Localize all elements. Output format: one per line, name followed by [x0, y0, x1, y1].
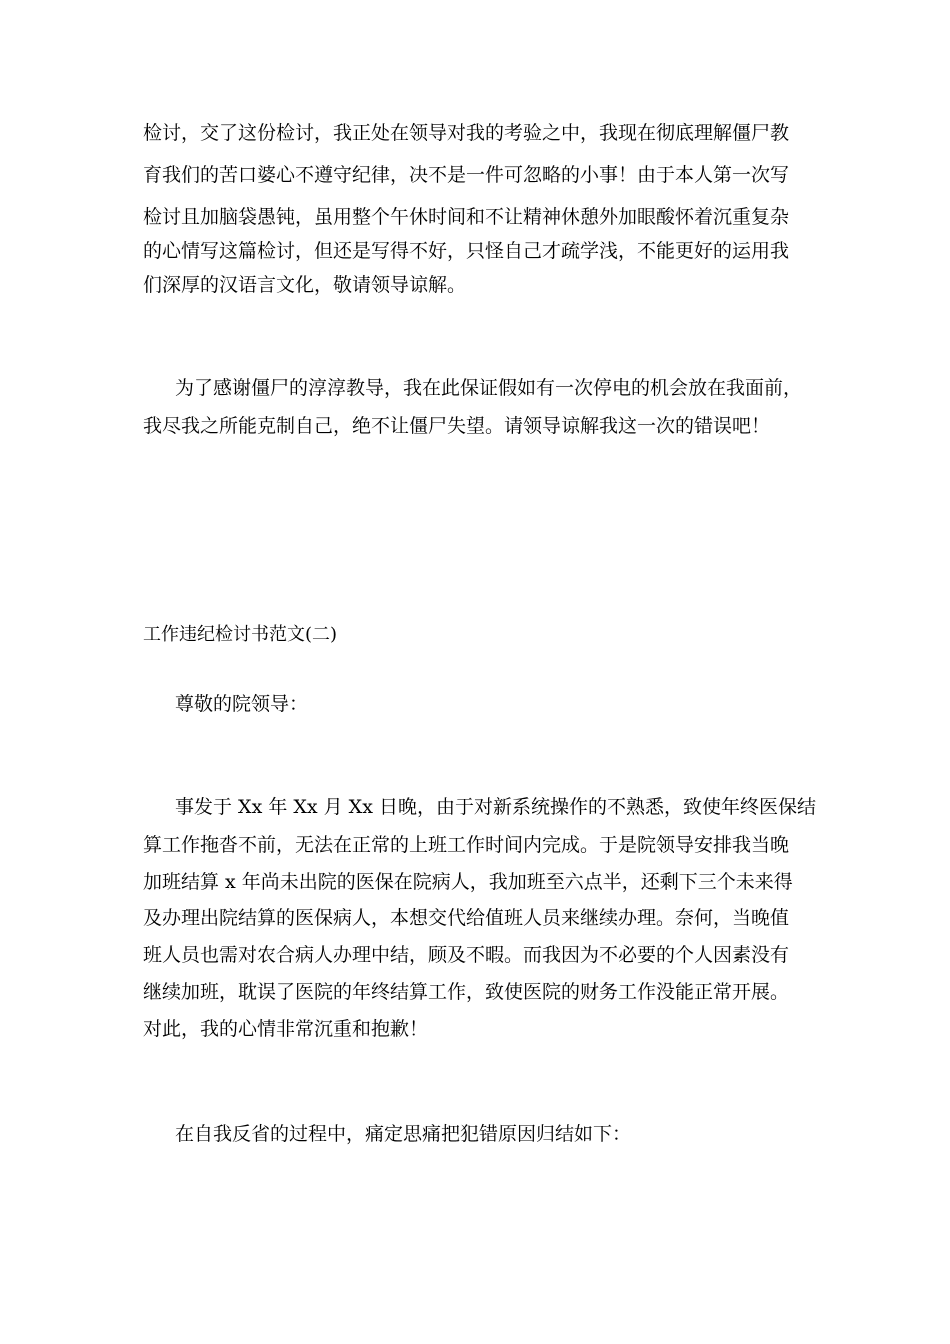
paragraph-2-line: 为了感谢僵尸的淳淳教导，我在此保证假如有一次停电的机会放在我面前，	[175, 377, 803, 399]
paragraph-3-line: 加班结算 x 年尚未出院的医保在院病人，我加班至六点半，还剩下三个未来得	[143, 871, 793, 893]
paragraph-4-line: 在自我反省的过程中，痛定思痛把犯错原因归结如下：	[175, 1123, 632, 1145]
paragraph-2-line: 我尽我之所能克制自己，绝不让僵尸失望。请领导谅解我这一次的错误吧！	[143, 415, 771, 437]
paragraph-3-line: 继续加班，耽误了医院的年终结算工作，致使医院的财务工作没能正常开展。	[143, 981, 790, 1003]
salutation: 尊敬的院领导：	[175, 693, 309, 715]
paragraph-1-line: 检讨且加脑袋愚钝，虽用整个午休时间和不让精神休憩外加眼酸怀着沉重复杂	[143, 206, 790, 228]
section-title: 工作违纪检讨书范文(二)	[143, 624, 338, 645]
paragraph-1-line: 育我们的苦口婆心不遵守纪律，决不是一件可忽略的小事！由于本人第一次写	[143, 164, 790, 186]
paragraph-3-line: 及办理出院结算的医保病人，本想交代给值班人员来继续办理。奈何，当晚值	[143, 907, 790, 929]
paragraph-1-line: 们深厚的汉语言文化，敬请领导谅解。	[143, 274, 467, 296]
paragraph-3-line: 事发于 Xx 年 Xx 月 Xx 日晚，由于对新系统操作的不熟悉，致使年终医保结	[175, 796, 816, 818]
paragraph-3-line: 班人员也需对农合病人办理中结，顾及不暇。而我因为不必要的个人因素没有	[143, 944, 790, 966]
paragraph-3-line: 对此，我的心情非常沉重和抱歉！	[143, 1018, 429, 1040]
paragraph-1-line: 的心情写这篇检讨，但还是写得不好，只怪自己才疏学浅，不能更好的运用我	[143, 240, 790, 262]
paragraph-3-line: 算工作拖沓不前，无法在正常的上班工作时间内完成。于是院领导安排我当晚	[143, 834, 790, 856]
paragraph-1-line: 检讨，交了这份检讨，我正处在领导对我的考验之中，我现在彻底理解僵尸教	[143, 122, 790, 144]
